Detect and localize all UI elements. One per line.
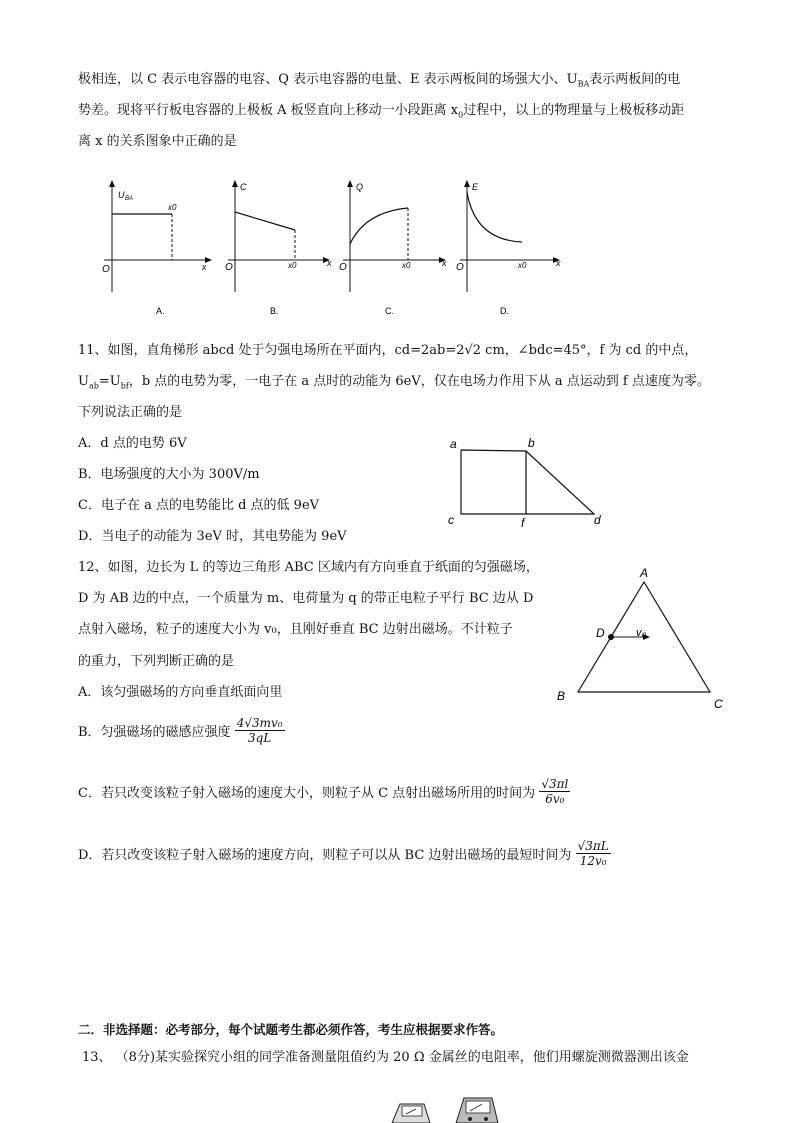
graph-d-origin: O [456, 262, 464, 273]
label-d: d [594, 513, 601, 527]
q13-line-1: 13、 （8分)某实验探究小组的同学准备测量阻值约为 20 Ω 金属丝的电阻率，他们用螺旋测微器测出该金 [82, 1050, 689, 1065]
q12-line-3: 点射入磁场，粒子的速度大小为 v₀，且刚好垂直 BC 边射出磁场。不计粒子 [78, 622, 513, 637]
label-v0: v₀ [636, 627, 647, 639]
label-a: a [450, 437, 457, 451]
q12-option-b: B．匀强磁场的磁感应强度 $\frac{\text{4√3mv₀}}{3qL}$ [78, 716, 283, 745]
q11-option-a: A．d 点的电势 6V [78, 436, 187, 451]
graph-b-xlabel: x [327, 258, 332, 268]
graph-c-caption: C. [385, 306, 394, 316]
q12-option-b-fraction: $\frac{\text{4√3mv₀}}{3qL}$ [236, 716, 283, 745]
graph-c [339, 180, 447, 316]
label-f: f [521, 516, 525, 530]
graph-a-ylabel-sub: BA [125, 196, 134, 202]
meter-images [388, 1092, 500, 1123]
graph-d-x0: x0 [518, 261, 527, 270]
q11-line-1: 11、如图，直角梯形 abcd 处于匀强电场所在平面内，cd=2ab=2√2 cm，∠bdc=45°，f 为 cd 的中点， [78, 343, 698, 358]
label-B: B [557, 689, 566, 703]
graph-a [102, 180, 212, 316]
q12-line-1: 12、如图，边长为 L 的等边三角形 ABC 区域内有方向垂直于纸面的匀强磁场， [78, 560, 539, 575]
graph-b-origin: O [225, 262, 233, 273]
intro-line-1: 极相连，以 C 表示电容器的电容、Q 表示电容器的电量、E 表示两板间的场强大小、$U_{BA}$表示两板间的电 [78, 72, 681, 89]
graph-b-x0: x0 [288, 261, 297, 270]
intro-line-2: 势差。现将平行板电容器的上极板 A 板竖直向上移动一小段距离 $x_0$过程中，以上的物理量与上极板移动距 [78, 103, 685, 120]
graph-d-caption: D. [500, 306, 509, 316]
q11-line-2: $U_{ab}=U_{bf}$，b 点的电势为零，一电子在 a 点时的动能为 6eV，仅在电场力作用下从 a 点运动到 f 点速度为零。 [78, 374, 710, 391]
graph-a-x0: x0 [168, 203, 177, 212]
graph-a-ylabel: U [118, 190, 125, 200]
q11-option-b: B．电场强度的大小为 300V/m [78, 467, 260, 482]
graph-d [456, 180, 561, 316]
graph-b-ylabel: C [240, 182, 247, 192]
graph-c-x0: x0 [402, 261, 411, 270]
graph-c-ylabel: Q [356, 182, 364, 192]
section-2-heading: 二．非选择题：必考部分，每个试题考生都必须作答，考生应根据要求作答。 [78, 1022, 504, 1037]
q12-option-c-fraction: $\frac{√3\pi l}{\text{6v₀}}$ [541, 777, 569, 806]
label-C: C [714, 697, 723, 711]
graph-c-origin: O [339, 262, 347, 273]
graph-d-ylabel: E [472, 182, 479, 192]
q11-option-c: C．电子在 a 点的电势能比 d 点的低 9eV [78, 498, 320, 513]
graph-c-xlabel: x [442, 258, 447, 268]
q12-option-c: C．若只改变该粒子射入磁场的速度大小，则粒子从 C 点射出磁场所用的时间为 $\frac{√3\pi l}{\text{6v₀}}$ [78, 777, 569, 806]
trapezoid-figure [444, 432, 614, 532]
voltmeter-icon [392, 1104, 430, 1123]
graph-a-caption: A. [156, 306, 165, 316]
graph-d-xlabel: x [556, 258, 561, 268]
q11-line-3: 下列说法正确的是 [78, 405, 183, 420]
graph-b [225, 180, 332, 316]
intro-line-3: 离 x 的关系图象中正确的是 [78, 134, 237, 149]
q12-option-d: D．若只改变该粒子射入磁场的速度方向，则粒子可以从 BC 边射出磁场的最短时间为 $\frac{√3\pi L}{\text{12v₀}}$ [78, 839, 609, 868]
graph-a-xlabel: x [202, 262, 207, 272]
label-b: b [528, 436, 535, 450]
capacitor-graphs [90, 172, 580, 322]
q12-option-a: A．该匀强磁场的方向垂直纸面向里 [78, 685, 283, 700]
q12-option-d-fraction: $\frac{√3\pi L}{\text{12v₀}}$ [577, 839, 609, 868]
q12-line-2: D 为 AB 边的中点，一个质量为 m、电荷量为 q 的带正电粒子平行 BC 边从 D [78, 591, 534, 606]
q12-line-4: 的重力，下列判断正确的是 [78, 654, 235, 669]
graph-a-origin: O [102, 264, 110, 275]
label-c: c [448, 513, 454, 527]
label-D: D [596, 626, 605, 640]
triangle-figure [550, 562, 730, 714]
label-A: A [640, 566, 649, 580]
graph-b-caption: B. [270, 306, 279, 316]
q11-option-d: D．当电子的动能为 3eV 时，其电势能为 9eV [78, 529, 347, 544]
ammeter-icon [456, 1098, 498, 1123]
